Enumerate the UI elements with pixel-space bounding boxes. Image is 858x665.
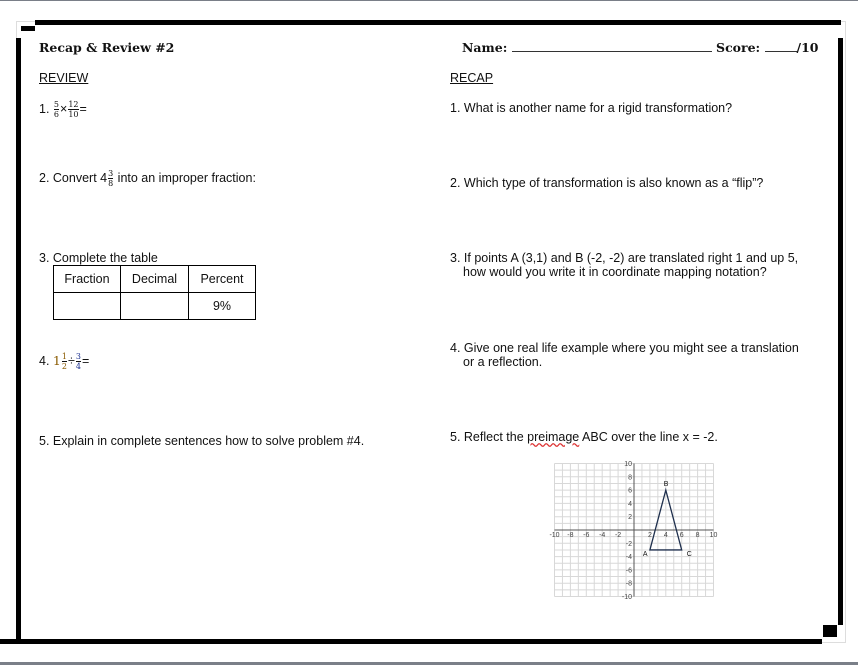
x-tick-label: -4 [599,532,606,539]
y-tick-label: 8 [628,474,632,482]
y-tick-label: 6 [628,487,632,495]
x-tick-label: 6 [679,532,684,539]
header-decimal: Decimal [121,266,189,293]
multiply-sign: × [60,101,68,116]
y-tick-label: -6 [625,567,632,575]
fraction: $\frac{3}{4}$ [75,352,81,371]
frame-corner-tl [21,26,35,31]
frame-right [838,38,843,625]
frame-corner-br [823,625,837,637]
recap-q3-line1: 3. If points A (3,1) and B (-2, -2) are translated right 1 and up 5, [450,251,799,265]
y-tick-label: 2 [628,514,632,522]
x-tick-label: 10 [709,532,718,539]
score-total: /10 [796,40,819,55]
misspelled-word: preimage [527,430,580,444]
review-q4: 4. 1 $\frac{1}{2}$ ÷ $\frac{3}{4}$ = [39,352,90,371]
y-tick-label: -8 [625,580,632,588]
review-heading: REVIEW [39,71,89,85]
q-number: 1. [39,101,50,116]
header-fraction: Fraction [54,266,121,293]
name-field[interactable] [462,40,819,55]
cell-fraction[interactable] [54,293,121,320]
coordinate-grid [540,452,725,602]
conversion-table [53,265,256,320]
divide-sign: ÷ [67,353,75,368]
cell-decimal[interactable] [121,293,189,320]
frame-bottom [0,639,822,644]
recap-q3-line2: how would you write it in coordinate mapping notation? [463,265,767,279]
review-q5: 5. Explain in complete sentences how to solve problem #4. [39,434,365,448]
y-tick-label: -10 [621,594,632,601]
recap-q4-line2: or a reflection. [463,355,543,369]
name-blank[interactable] [512,41,712,52]
recap-q2: 2. Which type of transformation is also known as a “flip”? [450,176,764,190]
recap-q5: 5. Reflect the preimage ABC over the line x = -2. [450,430,718,444]
x-tick-label: -6 [583,532,590,539]
vertex-label-b: B [663,481,669,489]
y-tick-label: 4 [628,500,632,508]
equals-sign: = [79,101,87,116]
worksheet-title: Recap & Review #2 [39,40,175,55]
vertex-label-a: A [642,550,648,558]
recap-q4-line1: 4. Give one real life example where you might see a translation [450,341,799,355]
score-blank[interactable] [765,41,797,52]
x-tick-label: 4 [663,532,668,539]
table-row [54,293,256,320]
fraction: $\frac{3}{8}$ [108,169,114,188]
review-q3: 3. Complete the table [39,251,158,265]
fraction: $\frac{5}{6}$ [53,100,60,119]
whole-number: 1 [52,352,61,368]
y-tick-label: 10 [624,461,632,468]
x-tick-label: -8 [567,532,574,539]
x-tick-label: 8 [695,532,700,539]
score-label: Score: [716,40,761,55]
top-edge [0,0,858,1]
table-header-row [54,266,256,293]
vertex-label-c: C [686,550,692,558]
review-q2: 2. Convert 4 $\frac{3}{8}$ into an improper fraction: [39,169,256,188]
recap-heading: RECAP [450,71,494,85]
x-tick-label: -10 [549,532,560,539]
cell-percent: 9% [189,293,256,320]
review-q1 [39,100,87,119]
recap-q1: 1. What is another name for a rigid transformation? [450,101,733,115]
y-tick-label: -2 [625,540,632,548]
header-percent: Percent [189,266,256,293]
fraction: $\frac{1}{2}$ [61,352,67,371]
name-label: Name: [462,40,508,55]
x-tick-label: -2 [614,532,622,539]
frame-top [35,20,841,25]
frame-left [16,38,21,642]
y-tick-label: -4 [625,554,632,562]
x-tick-label: 2 [647,532,652,539]
fraction: $\frac{12}{10}$ [68,100,79,119]
